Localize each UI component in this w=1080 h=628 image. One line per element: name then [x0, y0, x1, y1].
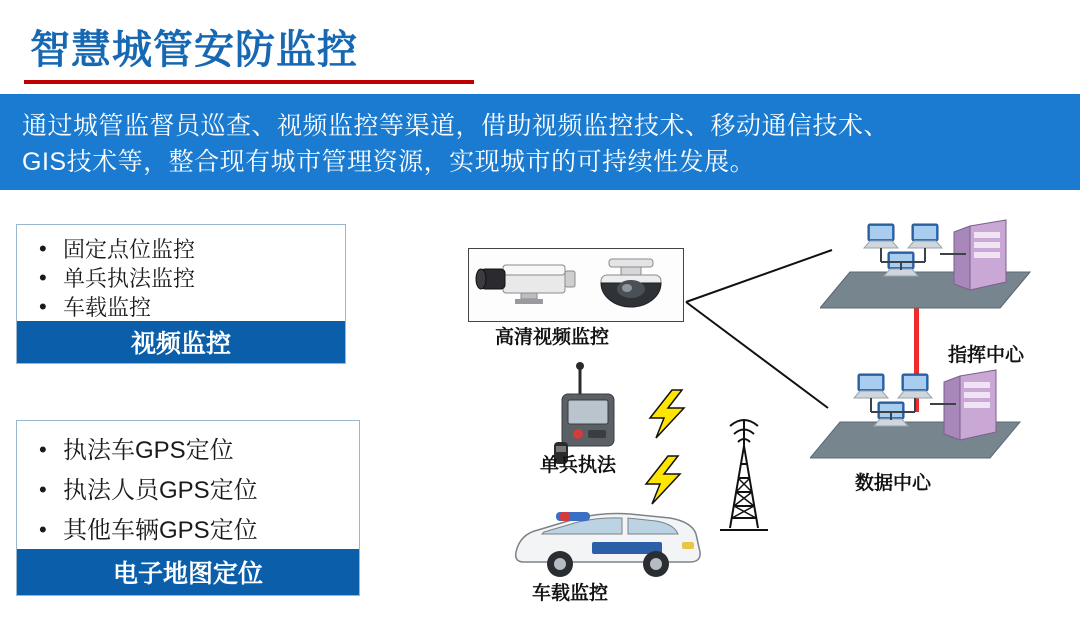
title-underline [24, 80, 474, 84]
banner-line-1: 通过城管监督员巡查、视频监控等渠道，借助视频监控技术、移动通信技术、 [22, 112, 890, 140]
card-video-monitoring [16, 224, 346, 364]
card-gps-list [17, 421, 359, 557]
workstation-icon [854, 374, 888, 398]
lightning-bolt-icon [638, 454, 698, 506]
card-emap-positioning [16, 420, 360, 596]
intro-banner-text [22, 108, 1068, 180]
data-center-platform [810, 360, 1050, 470]
page-title: 智慧城管安防监控 [30, 28, 358, 72]
list-item: • 其他车辆GPS定位 [29, 511, 359, 551]
list-item: • 车载监控 [29, 293, 345, 322]
list-item: • 固定点位监控 [29, 235, 345, 264]
intro-banner [0, 94, 1080, 190]
card-video-list [17, 225, 345, 328]
list-item: • 执法人员GPS定位 [29, 471, 359, 511]
caption-single-soldier: 单兵执法 [540, 455, 617, 476]
list-item: • 单兵执法监控 [29, 264, 345, 293]
caption-vehicle-monitor: 车载监控 [532, 583, 609, 604]
command-center-platform [820, 210, 1060, 320]
caption-hd-video: 高清视频监控 [495, 327, 610, 348]
architecture-diagram [400, 210, 1080, 628]
workstation-icon [908, 224, 942, 248]
list-item: • 执法车GPS定位 [29, 431, 359, 471]
caption-command-center: 指挥中心 [948, 345, 1025, 366]
workstation-icon [898, 374, 932, 398]
card-gps-label: 电子地图定位 [17, 549, 359, 595]
banner-line-2: GIS技术等，整合现有城市管理资源，实现城市的可持续性发展。 [22, 148, 756, 176]
camera-group-icon [469, 249, 683, 321]
caption-data-center: 数据中心 [855, 473, 932, 494]
dome-camera-icon [601, 259, 661, 307]
workstation-icon [864, 224, 898, 248]
card-video-label: 视频监控 [17, 321, 345, 363]
hd-camera-photo [468, 248, 684, 322]
cctv-camera-icon [476, 265, 575, 304]
patrol-van-icon [496, 502, 716, 582]
